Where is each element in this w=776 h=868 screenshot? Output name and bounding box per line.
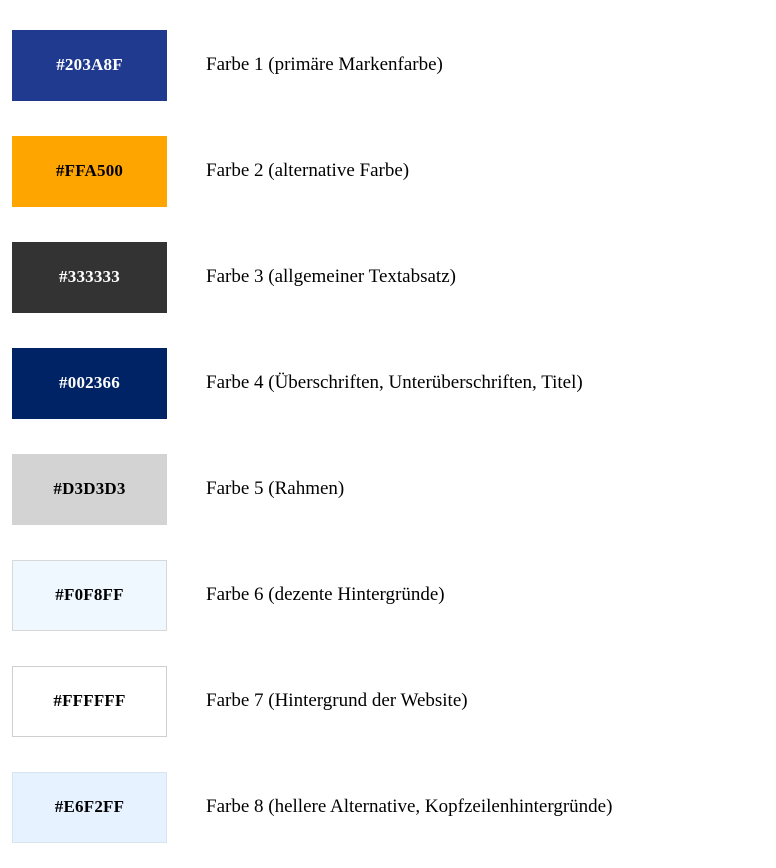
color-swatch — [12, 30, 167, 101]
color-description: Farbe 5 (Rahmen) — [206, 478, 345, 499]
color-swatch — [12, 348, 167, 419]
color-description: Farbe 8 (hellere Alternative, Kopfzeilenhintergründe) — [206, 796, 613, 817]
color-hex-code: #D3D3D3 — [53, 479, 126, 498]
color-swatch — [12, 242, 167, 313]
color-row — [0, 436, 776, 542]
color-hex-code: #F0F8FF — [55, 585, 124, 604]
color-description: Farbe 1 (primäre Markenfarbe) — [206, 54, 443, 75]
color-description: Farbe 7 (Hintergrund der Website) — [206, 690, 468, 711]
color-row — [0, 118, 776, 224]
color-description: Farbe 3 (allgemeiner Textabsatz) — [206, 266, 456, 287]
color-hex-code: #203A8F — [56, 55, 123, 74]
color-row — [0, 224, 776, 330]
color-swatch — [12, 560, 167, 631]
color-swatch — [12, 772, 167, 843]
color-swatch — [12, 136, 167, 207]
color-description: Farbe 6 (dezente Hintergründe) — [206, 584, 445, 605]
color-hex-code: #333333 — [59, 267, 120, 286]
color-hex-code: #002366 — [59, 373, 120, 392]
color-description: Farbe 2 (alternative Farbe) — [206, 160, 410, 181]
color-row — [0, 330, 776, 436]
color-description: Farbe 4 (Überschriften, Unterüberschriften, Titel) — [206, 372, 583, 393]
color-row — [0, 754, 776, 860]
color-row — [0, 648, 776, 754]
color-swatch — [12, 454, 167, 525]
color-row — [0, 12, 776, 118]
color-hex-code: #E6F2FF — [54, 797, 125, 816]
color-row — [0, 542, 776, 648]
color-swatch — [12, 666, 167, 737]
color-hex-code: #FFA500 — [55, 161, 124, 180]
color-hex-code: #FFFFFF — [53, 691, 126, 710]
